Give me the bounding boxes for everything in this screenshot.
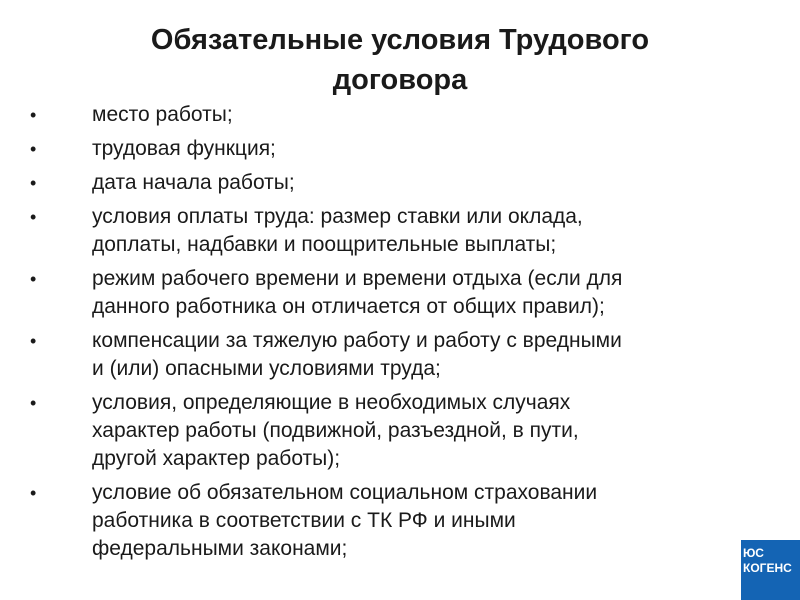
list-item-line: трудовая функция;: [92, 137, 276, 160]
list-item: [30, 479, 780, 563]
title-line-1: Обязательные условия Трудового: [150, 24, 650, 56]
list-item-line: условие об обязательном социальном страховании: [92, 481, 598, 504]
list-item-text: [92, 265, 780, 321]
list-item-line: дата начала работы;: [92, 171, 295, 194]
list-item-line: данного работника он отличается от общих правил);: [92, 295, 605, 318]
list-item: [30, 135, 780, 163]
title-line-2: договора: [332, 64, 468, 96]
list-item-line: работника в соответствии с ТК РФ и иными: [92, 509, 516, 532]
slide-title: [60, 20, 740, 100]
bullet-icon: •: [30, 331, 37, 351]
list-item: [30, 101, 780, 129]
list-item-line: федеральными законами;: [92, 537, 348, 560]
list-item: [30, 203, 780, 259]
list-item: [30, 327, 780, 383]
list-item-line: компенсации за тяжелую работу и работу с вредными: [92, 329, 622, 352]
list-item-text: [92, 135, 780, 163]
list-item-line: условия, определяющие в необходимых случаях: [92, 391, 571, 414]
bullet-icon: •: [30, 393, 37, 413]
list-item-text: [92, 327, 780, 383]
list-item-text: [92, 101, 780, 129]
conditions-list: [30, 101, 780, 569]
bullet-icon: •: [30, 173, 37, 193]
list-item-line: и (или) опасными условиями труда;: [92, 357, 441, 380]
list-item-text: [92, 169, 780, 197]
list-item: [30, 169, 780, 197]
bullet-icon: •: [30, 269, 37, 289]
company-logo: [741, 540, 800, 600]
list-item-text: [92, 479, 780, 563]
bullet-icon: •: [30, 483, 37, 503]
list-item: [30, 265, 780, 321]
list-item-line: режим рабочего времени и времени отдыха (если для: [92, 267, 623, 290]
logo-text-line-2: КОГЕНС: [743, 561, 792, 575]
list-item-line: условия оплаты труда: размер ставки или оклада,: [92, 205, 583, 228]
list-item-line: другой характер работы);: [92, 447, 341, 470]
list-item-text: [92, 389, 780, 473]
list-item-line: место работы;: [92, 103, 233, 126]
list-item-line: доплаты, надбавки и поощрительные выплаты;: [92, 233, 557, 256]
bullet-icon: •: [30, 105, 37, 125]
list-item-line: характер работы (подвижной, разъездной, в пути,: [92, 419, 579, 442]
bullet-icon: •: [30, 207, 37, 227]
bullet-icon: •: [30, 139, 37, 159]
list-item-text: [92, 203, 780, 259]
list-item: [30, 389, 780, 473]
logo-text-line-1: ЮС: [743, 546, 764, 560]
